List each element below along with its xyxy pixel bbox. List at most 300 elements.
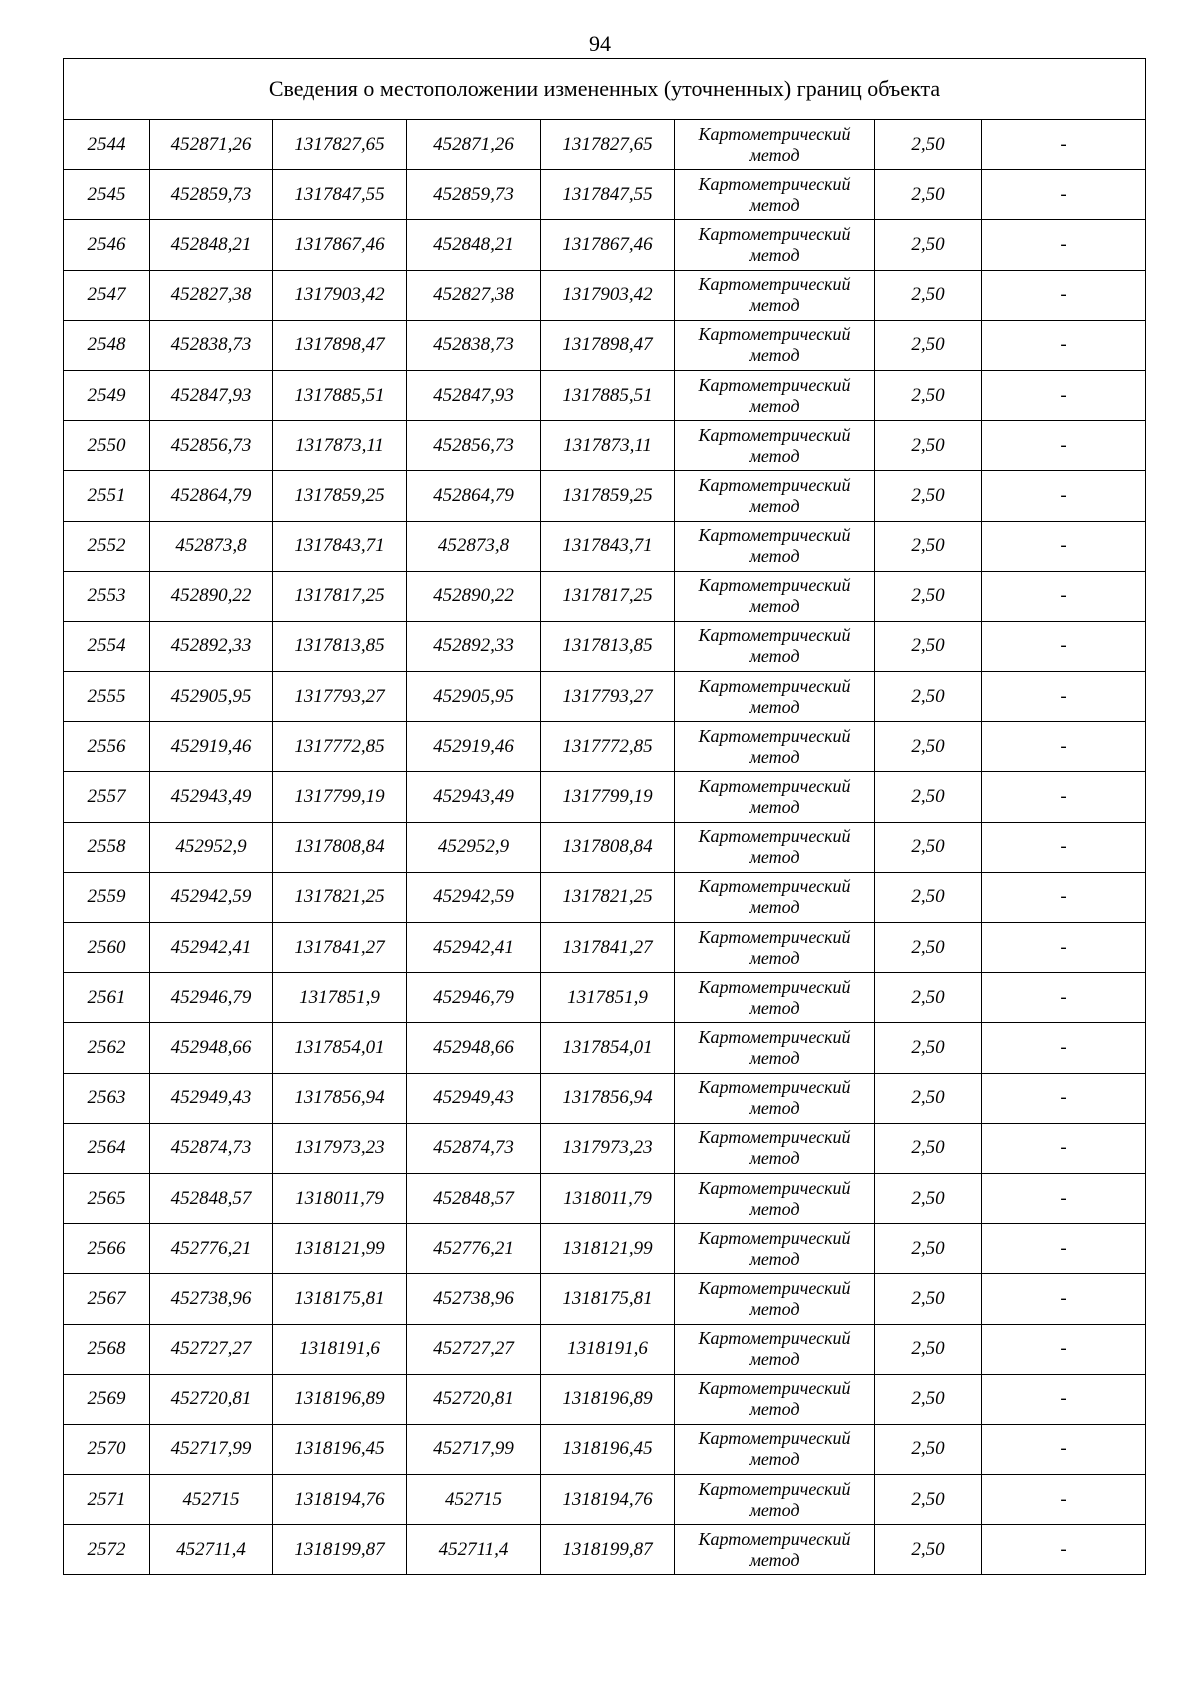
method-cell (675, 170, 875, 220)
existing-x-cell: 452864,79 (150, 471, 273, 521)
method-line-1: Картометрический (698, 374, 851, 395)
accuracy-cell: 2,50 (875, 1274, 982, 1324)
existing-x-cell: 452890,22 (150, 571, 273, 621)
table-row (64, 1073, 1146, 1123)
point-number-cell: 2557 (64, 772, 150, 822)
accuracy-cell: 2,50 (875, 923, 982, 973)
method-line-1: Картометрический (698, 1227, 851, 1248)
refined-y-cell: 1318121,99 (541, 1224, 675, 1274)
boundary-coordinates-table (63, 58, 1146, 1575)
existing-x-cell: 452856,73 (150, 421, 273, 471)
refined-y-cell: 1317813,85 (541, 621, 675, 671)
table-row (64, 571, 1146, 621)
note-cell: - (982, 571, 1146, 621)
existing-y-cell: 1317813,85 (273, 621, 407, 671)
accuracy-cell: 2,50 (875, 772, 982, 822)
note-cell: - (982, 1123, 1146, 1173)
accuracy-cell: 2,50 (875, 822, 982, 872)
method-line-2: метод (749, 546, 800, 567)
existing-y-cell: 1317841,27 (273, 923, 407, 973)
refined-y-cell: 1318175,81 (541, 1274, 675, 1324)
table-row (64, 772, 1146, 822)
refined-x-cell: 452827,38 (407, 270, 541, 320)
existing-y-cell: 1317799,19 (273, 772, 407, 822)
accuracy-cell: 2,50 (875, 370, 982, 420)
method-line-2: метод (749, 1449, 800, 1470)
accuracy-cell: 2,50 (875, 521, 982, 571)
table-row (64, 872, 1146, 922)
existing-y-cell: 1317821,25 (273, 872, 407, 922)
method-line-1: Картометрический (698, 1127, 851, 1148)
refined-y-cell: 1317885,51 (541, 370, 675, 420)
existing-y-cell: 1317873,11 (273, 421, 407, 471)
point-number-cell: 2547 (64, 270, 150, 320)
existing-y-cell: 1317847,55 (273, 170, 407, 220)
refined-x-cell: 452720,81 (407, 1374, 541, 1424)
existing-x-cell: 452838,73 (150, 320, 273, 370)
point-number-cell: 2558 (64, 822, 150, 872)
table-row (64, 1525, 1146, 1575)
method-line-2: метод (749, 495, 800, 516)
point-number-cell: 2572 (64, 1525, 150, 1575)
point-number-cell: 2545 (64, 170, 150, 220)
method-cell (675, 1274, 875, 1324)
note-cell: - (982, 621, 1146, 671)
table-row (64, 1424, 1146, 1474)
method-line-1: Картометрический (698, 1528, 851, 1549)
refined-y-cell: 1317859,25 (541, 471, 675, 521)
method-line-1: Картометрический (698, 1026, 851, 1047)
method-line-2: метод (749, 1549, 800, 1570)
method-line-2: метод (749, 1148, 800, 1169)
note-cell: - (982, 320, 1146, 370)
method-line-2: метод (749, 797, 800, 818)
refined-x-cell: 452892,33 (407, 621, 541, 671)
point-number-cell: 2548 (64, 320, 150, 370)
refined-y-cell: 1317827,65 (541, 120, 675, 170)
method-line-2: метод (749, 445, 800, 466)
method-line-2: метод (749, 1047, 800, 1068)
method-cell (675, 370, 875, 420)
table-row (64, 923, 1146, 973)
existing-y-cell: 1318196,89 (273, 1374, 407, 1424)
refined-y-cell: 1318191,6 (541, 1324, 675, 1374)
existing-y-cell: 1317817,25 (273, 571, 407, 621)
existing-y-cell: 1318199,87 (273, 1525, 407, 1575)
refined-x-cell: 452715 (407, 1475, 541, 1525)
refined-x-cell: 452946,79 (407, 973, 541, 1023)
method-line-1: Картометрический (698, 725, 851, 746)
table-row (64, 973, 1146, 1023)
note-cell: - (982, 1023, 1146, 1073)
existing-x-cell: 452711,4 (150, 1525, 273, 1575)
note-cell: - (982, 120, 1146, 170)
existing-y-cell: 1318191,6 (273, 1324, 407, 1374)
note-cell: - (982, 1173, 1146, 1223)
existing-y-cell: 1318121,99 (273, 1224, 407, 1274)
point-number-cell: 2562 (64, 1023, 150, 1073)
method-cell (675, 1073, 875, 1123)
existing-y-cell: 1317827,65 (273, 120, 407, 170)
note-cell: - (982, 421, 1146, 471)
accuracy-cell: 2,50 (875, 1374, 982, 1424)
method-line-1: Картометрический (698, 1428, 851, 1449)
refined-x-cell: 452848,57 (407, 1173, 541, 1223)
method-line-2: метод (749, 1198, 800, 1219)
point-number-cell: 2555 (64, 672, 150, 722)
note-cell: - (982, 270, 1146, 320)
accuracy-cell: 2,50 (875, 170, 982, 220)
table-row (64, 471, 1146, 521)
refined-y-cell: 1317856,94 (541, 1073, 675, 1123)
method-line-2: метод (749, 746, 800, 767)
accuracy-cell: 2,50 (875, 270, 982, 320)
table-row (64, 370, 1146, 420)
method-line-1: Картометрический (698, 1077, 851, 1098)
existing-y-cell: 1317973,23 (273, 1123, 407, 1173)
refined-y-cell: 1317772,85 (541, 722, 675, 772)
method-line-2: метод (749, 1399, 800, 1420)
existing-x-cell: 452942,59 (150, 872, 273, 922)
existing-x-cell: 452717,99 (150, 1424, 273, 1474)
existing-x-cell: 452738,96 (150, 1274, 273, 1324)
refined-y-cell: 1317903,42 (541, 270, 675, 320)
note-cell: - (982, 1374, 1146, 1424)
refined-x-cell: 452943,49 (407, 772, 541, 822)
refined-y-cell: 1318196,89 (541, 1374, 675, 1424)
point-number-cell: 2553 (64, 571, 150, 621)
table-row (64, 1023, 1146, 1073)
note-cell: - (982, 1324, 1146, 1374)
method-cell (675, 1224, 875, 1274)
table-row (64, 320, 1146, 370)
refined-x-cell: 452890,22 (407, 571, 541, 621)
refined-x-cell: 452919,46 (407, 722, 541, 772)
accuracy-cell: 2,50 (875, 571, 982, 621)
method-line-2: метод (749, 847, 800, 868)
refined-y-cell: 1317867,46 (541, 220, 675, 270)
method-line-1: Картометрический (698, 424, 851, 445)
accuracy-cell: 2,50 (875, 973, 982, 1023)
point-number-cell: 2565 (64, 1173, 150, 1223)
accuracy-cell: 2,50 (875, 1424, 982, 1474)
refined-x-cell: 452905,95 (407, 672, 541, 722)
refined-y-cell: 1318194,76 (541, 1475, 675, 1525)
accuracy-cell: 2,50 (875, 1525, 982, 1575)
existing-y-cell: 1317898,47 (273, 320, 407, 370)
refined-x-cell: 452873,8 (407, 521, 541, 571)
table-title-row (64, 59, 1146, 120)
table-row (64, 621, 1146, 671)
note-cell: - (982, 672, 1146, 722)
method-line-2: метод (749, 295, 800, 316)
note-cell: - (982, 220, 1146, 270)
table-row (64, 1173, 1146, 1223)
refined-y-cell: 1317847,55 (541, 170, 675, 220)
table-row (64, 521, 1146, 571)
refined-x-cell: 452711,4 (407, 1525, 541, 1575)
refined-y-cell: 1317873,11 (541, 421, 675, 471)
method-line-2: метод (749, 1499, 800, 1520)
existing-x-cell: 452847,93 (150, 370, 273, 420)
method-cell (675, 1123, 875, 1173)
refined-x-cell: 452952,9 (407, 822, 541, 872)
refined-x-cell: 452864,79 (407, 471, 541, 521)
accuracy-cell: 2,50 (875, 672, 982, 722)
method-cell (675, 220, 875, 270)
existing-x-cell: 452942,41 (150, 923, 273, 973)
method-line-1: Картометрический (698, 1378, 851, 1399)
existing-x-cell: 452776,21 (150, 1224, 273, 1274)
method-line-1: Картометрический (698, 123, 851, 144)
method-line-1: Картометрический (698, 1277, 851, 1298)
method-line-1: Картометрический (698, 1328, 851, 1349)
point-number-cell: 2560 (64, 923, 150, 973)
page-number: 94 (589, 31, 611, 56)
existing-y-cell: 1317772,85 (273, 722, 407, 772)
method-cell (675, 772, 875, 822)
existing-x-cell: 452848,57 (150, 1173, 273, 1223)
accuracy-cell: 2,50 (875, 1224, 982, 1274)
refined-x-cell: 452847,93 (407, 370, 541, 420)
method-line-2: метод (749, 696, 800, 717)
method-line-2: метод (749, 144, 800, 165)
existing-y-cell: 1317843,71 (273, 521, 407, 571)
method-cell (675, 672, 875, 722)
table-title: Сведения о местоположении измененных (уточненных) границ объекта (64, 59, 1146, 120)
existing-y-cell: 1317808,84 (273, 822, 407, 872)
method-line-2: метод (749, 897, 800, 918)
accuracy-cell: 2,50 (875, 1073, 982, 1123)
table-row (64, 1475, 1146, 1525)
method-cell (675, 973, 875, 1023)
refined-y-cell: 1317841,27 (541, 923, 675, 973)
method-cell (675, 1475, 875, 1525)
method-line-1: Картометрический (698, 525, 851, 546)
existing-x-cell: 452919,46 (150, 722, 273, 772)
method-line-1: Картометрический (698, 274, 851, 295)
accuracy-cell: 2,50 (875, 722, 982, 772)
note-cell: - (982, 872, 1146, 922)
method-cell (675, 571, 875, 621)
existing-x-cell: 452952,9 (150, 822, 273, 872)
table-row (64, 270, 1146, 320)
refined-y-cell: 1317821,25 (541, 872, 675, 922)
point-number-cell: 2564 (64, 1123, 150, 1173)
point-number-cell: 2566 (64, 1224, 150, 1274)
method-cell (675, 872, 875, 922)
refined-y-cell: 1317854,01 (541, 1023, 675, 1073)
method-line-2: метод (749, 194, 800, 215)
point-number-cell: 2568 (64, 1324, 150, 1374)
existing-y-cell: 1318011,79 (273, 1173, 407, 1223)
table-row (64, 1274, 1146, 1324)
point-number-cell: 2546 (64, 220, 150, 270)
method-line-2: метод (749, 596, 800, 617)
existing-x-cell: 452943,49 (150, 772, 273, 822)
point-number-cell: 2552 (64, 521, 150, 571)
method-cell (675, 822, 875, 872)
point-number-cell: 2570 (64, 1424, 150, 1474)
method-line-2: метод (749, 997, 800, 1018)
method-cell (675, 621, 875, 671)
existing-x-cell: 452905,95 (150, 672, 273, 722)
method-cell (675, 320, 875, 370)
note-cell: - (982, 521, 1146, 571)
method-line-1: Картометрический (698, 926, 851, 947)
method-cell (675, 270, 875, 320)
method-line-2: метод (749, 1098, 800, 1119)
existing-y-cell: 1317793,27 (273, 672, 407, 722)
note-cell: - (982, 772, 1146, 822)
note-cell: - (982, 1525, 1146, 1575)
table-row (64, 120, 1146, 170)
accuracy-cell: 2,50 (875, 120, 982, 170)
existing-y-cell: 1317854,01 (273, 1023, 407, 1073)
method-line-1: Картометрический (698, 1478, 851, 1499)
method-line-2: метод (749, 1298, 800, 1319)
existing-x-cell: 452720,81 (150, 1374, 273, 1424)
note-cell: - (982, 1073, 1146, 1123)
point-number-cell: 2554 (64, 621, 150, 671)
table-row (64, 822, 1146, 872)
method-cell (675, 471, 875, 521)
refined-x-cell: 452942,41 (407, 923, 541, 973)
note-cell: - (982, 1224, 1146, 1274)
table-row (64, 220, 1146, 270)
point-number-cell: 2550 (64, 421, 150, 471)
existing-y-cell: 1318194,76 (273, 1475, 407, 1525)
method-line-1: Картометрический (698, 876, 851, 897)
method-cell (675, 521, 875, 571)
method-line-1: Картометрический (698, 1177, 851, 1198)
refined-x-cell: 452874,73 (407, 1123, 541, 1173)
method-line-2: метод (749, 1248, 800, 1269)
existing-y-cell: 1317856,94 (273, 1073, 407, 1123)
point-number-cell: 2569 (64, 1374, 150, 1424)
refined-y-cell: 1318196,45 (541, 1424, 675, 1474)
refined-x-cell: 452738,96 (407, 1274, 541, 1324)
point-number-cell: 2563 (64, 1073, 150, 1123)
method-cell (675, 1173, 875, 1223)
refined-x-cell: 452727,27 (407, 1324, 541, 1374)
existing-y-cell: 1318175,81 (273, 1274, 407, 1324)
note-cell: - (982, 370, 1146, 420)
note-cell: - (982, 973, 1146, 1023)
accuracy-cell: 2,50 (875, 220, 982, 270)
accuracy-cell: 2,50 (875, 872, 982, 922)
existing-x-cell: 452827,38 (150, 270, 273, 320)
note-cell: - (982, 722, 1146, 772)
note-cell: - (982, 1274, 1146, 1324)
note-cell: - (982, 1475, 1146, 1525)
method-line-1: Картометрический (698, 223, 851, 244)
existing-x-cell: 452871,26 (150, 120, 273, 170)
existing-y-cell: 1317885,51 (273, 370, 407, 420)
existing-x-cell: 452873,8 (150, 521, 273, 571)
point-number-cell: 2559 (64, 872, 150, 922)
refined-y-cell: 1318199,87 (541, 1525, 675, 1575)
table-row (64, 1123, 1146, 1173)
method-cell (675, 1023, 875, 1073)
accuracy-cell: 2,50 (875, 471, 982, 521)
refined-x-cell: 452871,26 (407, 120, 541, 170)
existing-y-cell: 1317903,42 (273, 270, 407, 320)
method-cell (675, 722, 875, 772)
existing-x-cell: 452892,33 (150, 621, 273, 671)
note-cell: - (982, 923, 1146, 973)
method-line-2: метод (749, 244, 800, 265)
refined-y-cell: 1317799,19 (541, 772, 675, 822)
existing-x-cell: 452948,66 (150, 1023, 273, 1073)
point-number-cell: 2561 (64, 973, 150, 1023)
point-number-cell: 2551 (64, 471, 150, 521)
accuracy-cell: 2,50 (875, 1023, 982, 1073)
accuracy-cell: 2,50 (875, 421, 982, 471)
method-cell (675, 120, 875, 170)
method-line-1: Картометрический (698, 474, 851, 495)
point-number-cell: 2571 (64, 1475, 150, 1525)
refined-y-cell: 1317843,71 (541, 521, 675, 571)
existing-x-cell: 452949,43 (150, 1073, 273, 1123)
method-line-2: метод (749, 345, 800, 366)
note-cell: - (982, 471, 1146, 521)
table-row (64, 1374, 1146, 1424)
method-cell (675, 1525, 875, 1575)
table-row (64, 421, 1146, 471)
refined-x-cell: 452949,43 (407, 1073, 541, 1123)
refined-x-cell: 452856,73 (407, 421, 541, 471)
refined-x-cell: 452859,73 (407, 170, 541, 220)
existing-y-cell: 1318196,45 (273, 1424, 407, 1474)
method-line-2: метод (749, 646, 800, 667)
refined-x-cell: 452717,99 (407, 1424, 541, 1474)
refined-x-cell: 452776,21 (407, 1224, 541, 1274)
method-line-2: метод (749, 1349, 800, 1370)
point-number-cell: 2549 (64, 370, 150, 420)
accuracy-cell: 2,50 (875, 1173, 982, 1223)
note-cell: - (982, 822, 1146, 872)
method-line-1: Картометрический (698, 826, 851, 847)
accuracy-cell: 2,50 (875, 1324, 982, 1374)
point-number-cell: 2556 (64, 722, 150, 772)
existing-x-cell: 452848,21 (150, 220, 273, 270)
existing-y-cell: 1317867,46 (273, 220, 407, 270)
refined-y-cell: 1317973,23 (541, 1123, 675, 1173)
refined-x-cell: 452948,66 (407, 1023, 541, 1073)
table-row (64, 1324, 1146, 1374)
refined-y-cell: 1318011,79 (541, 1173, 675, 1223)
accuracy-cell: 2,50 (875, 1475, 982, 1525)
method-line-1: Картометрический (698, 173, 851, 194)
existing-x-cell: 452874,73 (150, 1123, 273, 1173)
existing-y-cell: 1317851,9 (273, 973, 407, 1023)
method-cell (675, 1324, 875, 1374)
existing-x-cell: 452946,79 (150, 973, 273, 1023)
method-line-1: Картометрический (698, 625, 851, 646)
existing-x-cell: 452727,27 (150, 1324, 273, 1374)
method-line-1: Картометрический (698, 776, 851, 797)
refined-y-cell: 1317898,47 (541, 320, 675, 370)
table-row (64, 1224, 1146, 1274)
refined-y-cell: 1317808,84 (541, 822, 675, 872)
method-line-1: Картометрический (698, 976, 851, 997)
method-line-1: Картометрический (698, 675, 851, 696)
accuracy-cell: 2,50 (875, 320, 982, 370)
method-line-2: метод (749, 947, 800, 968)
method-cell (675, 1374, 875, 1424)
method-cell (675, 923, 875, 973)
